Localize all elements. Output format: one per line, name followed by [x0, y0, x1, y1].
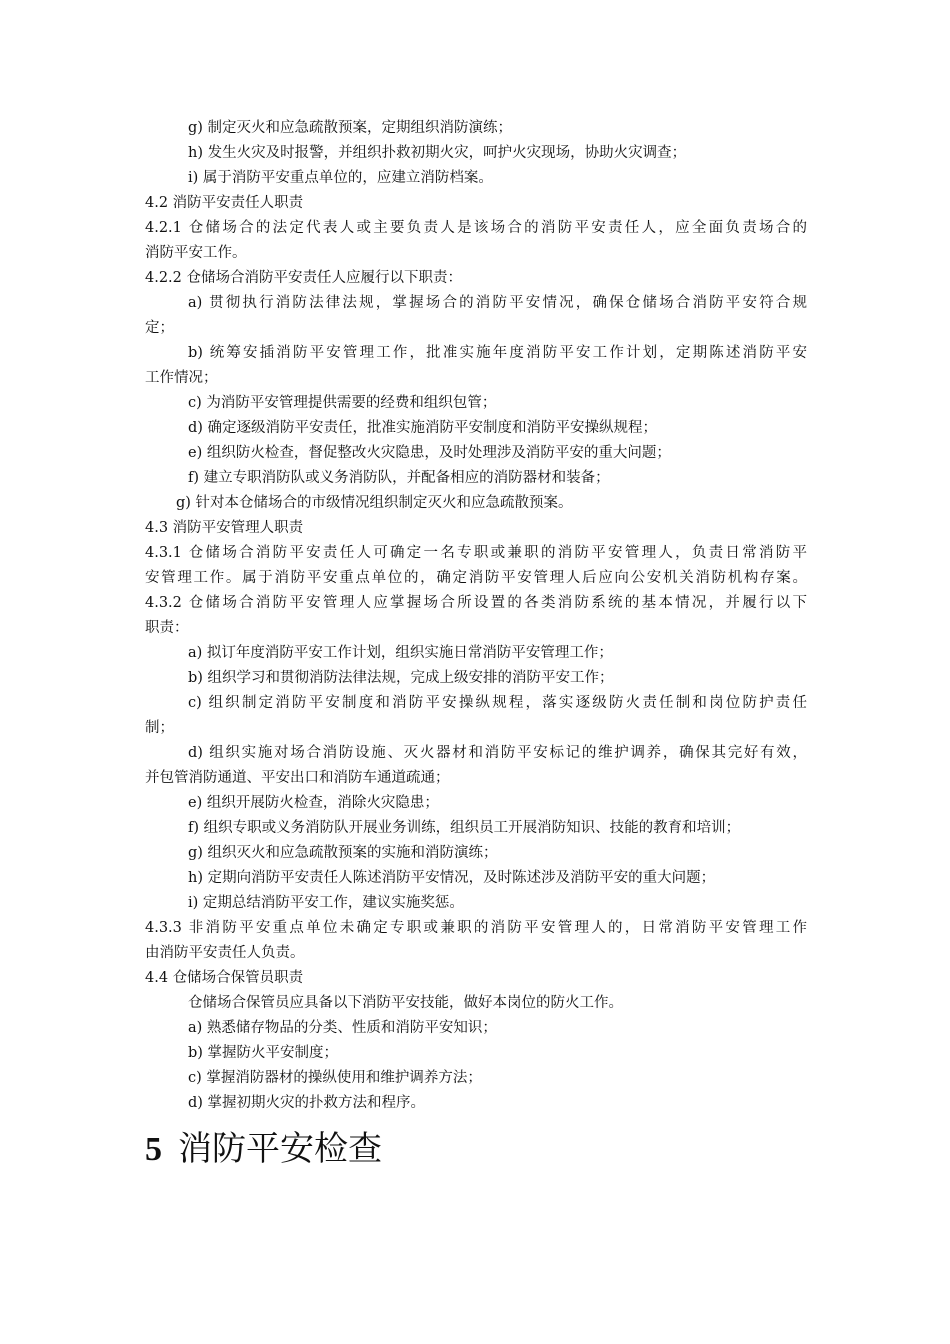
list-item: e) 组织防火检查，督促整改火灾隐患，及时处理涉及消防平安的重大问题； [188, 445, 671, 461]
list-item: b) 组织学习和贯彻消防法律法规，完成上级安排的消防平安工作； [188, 670, 614, 686]
list-item: g) 针对本仓储场合的市级情况组织制定灭火和应急疏散预案。 [176, 495, 573, 511]
chapter-heading [145, 1124, 382, 1174]
section-heading: 4.2 消防平安责任人职责 [145, 195, 304, 211]
paragraph-line: 4.3.1 仓储场合消防平安责任人可确定一名专职或兼职的消防平安管理人，负责日常消防平 [145, 545, 807, 561]
paragraph-line: 4.3.2 仓储场合消防平安管理人应掌握场合所设置的各类消防系统的基本情况，并履行以下 [145, 595, 807, 611]
list-item: d) 组织实施对场合消防设施、灭火器材和消防平安标记的维护调养，确保其完好有效， [188, 745, 807, 761]
paragraph-line: 消防平安工作。 [145, 245, 247, 261]
chapter-title: 消防平安检查 [178, 1129, 382, 1169]
list-item: a) 熟悉储存物品的分类、性质和消防平安知识； [188, 1020, 497, 1036]
paragraph-line: 由消防平安责任人负责。 [145, 945, 305, 961]
paragraph-line: 仓储场合保管员应具备以下消防平安技能，做好本岗位的防火工作。 [188, 995, 623, 1011]
list-item: f) 组织专职或义务消防队开展业务训练，组织员工开展消防知识、技能的教育和培训； [188, 820, 741, 836]
list-item: c) 组织制定消防平安制度和消防平安操纵规程，落实逐级防火责任制和岗位防护责任 [188, 695, 807, 711]
list-item: c) 为消防平安管理提供需要的经费和组织包管； [188, 395, 497, 411]
list-item: b) 掌握防火平安制度； [188, 1045, 339, 1061]
paragraph-line: 定； [145, 320, 174, 336]
list-item: i) 定期总结消防平安工作，建议实施奖惩。 [188, 895, 464, 911]
list-item: h) 定期向消防平安责任人陈述消防平安情况，及时陈述涉及消防平安的重大问题； [188, 870, 716, 886]
list-item: d) 确定逐级消防平安责任，批准实施消防平安制度和消防平安操纵规程； [188, 420, 658, 436]
paragraph-line: 并包管消防通道、平安出口和消防车通道疏通； [145, 770, 450, 786]
paragraph-line: 4.2.2 仓储场合消防平安责任人应履行以下职责： [145, 270, 463, 286]
list-item: a) 拟订年度消防平安工作计划，组织实施日常消防平安管理工作； [188, 645, 613, 661]
list-item: b) 统筹安插消防平安管理工作，批准实施年度消防平安工作计划，定期陈述消防平安 [188, 345, 807, 361]
list-item: i) 属于消防平安重点单位的，应建立消防档案。 [188, 170, 493, 186]
chapter-number: 5 [145, 1131, 162, 1168]
list-item: f) 建立专职消防队或义务消防队，并配备相应的消防器材和装备； [188, 470, 610, 486]
list-item: g) 组织灭火和应急疏散预案的实施和消防演练； [188, 845, 498, 861]
list-item: c) 掌握消防器材的操纵使用和维护调养方法； [188, 1070, 482, 1086]
paragraph-line: 制； [145, 720, 174, 736]
paragraph-line: 职责： [145, 620, 189, 636]
list-item: g) 制定灭火和应急疏散预案，定期组织消防演练； [188, 120, 513, 136]
section-heading: 4.3 消防平安管理人职责 [145, 520, 304, 536]
list-item: e) 组织开展防火检查，消除火灾隐患； [188, 795, 439, 811]
list-item: d) 掌握初期火灾的扑救方法和程序。 [188, 1095, 426, 1111]
paragraph-line: 安管理工作。属于消防平安重点单位的，确定消防平安管理人后应向公安机关消防机构存案。 [145, 570, 807, 586]
list-item: a) 贯彻执行消防法律法规，掌握场合的消防平安情况，确保仓储场合消防平安符合规 [188, 295, 807, 311]
section-heading: 4.4 仓储场合保管员职责 [145, 970, 304, 986]
paragraph-line: 4.2.1 仓储场合的法定代表人或主要负责人是该场合的消防平安责任人，应全面负责场合的 [145, 220, 807, 236]
list-item: h) 发生火灾及时报警，并组织扑救初期火灾，呵护火灾现场，协助火灾调查； [188, 145, 687, 161]
paragraph-line: 工作情况； [145, 370, 218, 386]
paragraph-line: 4.3.3 非消防平安重点单位未确定专职或兼职的消防平安管理人的，日常消防平安管理工作 [145, 920, 807, 936]
